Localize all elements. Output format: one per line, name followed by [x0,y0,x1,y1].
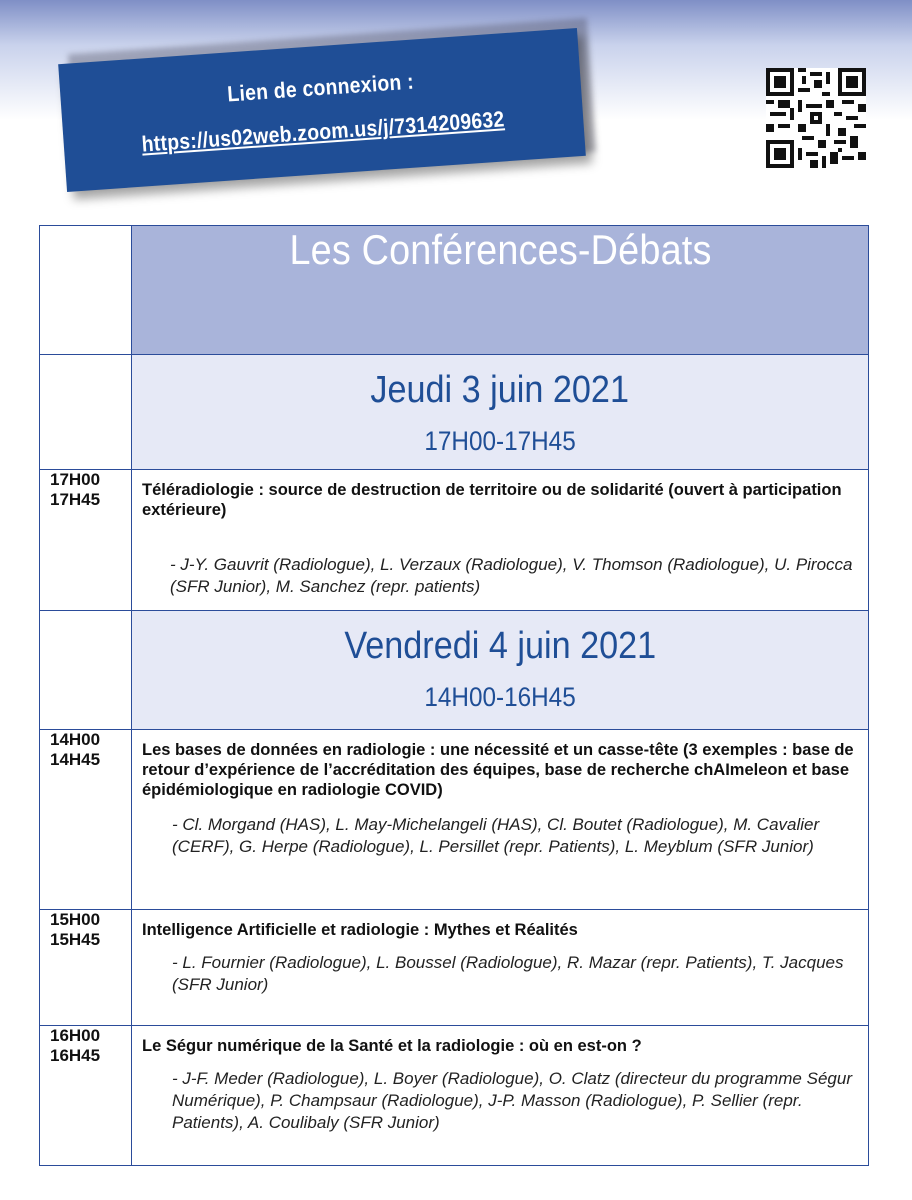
session-speakers: - J-F. Meder (Radiologue), L. Boyer (Radiologue), O. Clatz (directeur du programme Ségur Numérique), P. Champsaur (Radiologue), J-P. Masson (Radiologue), P. Sellier (repr. Patients), A. Coulibaly (SFR Junior) [172,1069,852,1132]
session-row [40,1026,869,1166]
session-content [132,470,869,611]
session-time [40,470,132,611]
banner-title: Lien de connexion : [226,68,415,107]
qr-code-icon [766,68,866,168]
session-time [40,910,132,1026]
page-title-text: Les Conférences-Débats [288,226,712,273]
day-header [132,355,869,470]
day-hours: 17H00-17H45 [424,426,576,456]
session-time [40,730,132,910]
session-end: 17H45 [50,490,101,509]
page-title [132,226,869,355]
session-speakers: - L. Fournier (Radiologue), L. Boussel (Radiologue), R. Mazar (repr. Patients), T. Jacques (SFR Junior) [172,953,844,994]
session-start: 15H00 [50,910,101,929]
session-start: 16H00 [50,1026,101,1045]
day-title: Jeudi 3 juin 2021 [370,369,630,411]
zoom-link[interactable]: https://us02web.zoom.us/j/7314209632 [141,106,506,157]
session-speakers: - Cl. Morgand (HAS), L. May-Michelangeli (HAS), Cl. Boutet (Radiologue), M. Cavalier (CERF), G. Herpe (Radiologue), L. Persillet (repr. Patients), L. Meyblum (SFR Junior) [172,815,820,856]
session-title: Les bases de données en radiologie : une nécessité et un casse-tête (3 exemples : base de retour d’expérience de l’accréditation des équipes, base de recherche chAImeleon et base épidémiologique en radiologie COVID) [142,741,854,799]
session-end: 15H45 [50,930,101,949]
day-header [132,611,869,730]
day-time-cell [40,355,132,470]
session-speakers: - J-Y. Gauvrit (Radiologue), L. Verzaux (Radiologue), V. Thomson (Radiologue), U. Pirocca (SFR Junior), M. Sanchez (repr. patients) [170,555,853,596]
session-time [40,1026,132,1166]
session-end: 14H45 [50,750,101,769]
header-row [40,226,869,355]
session-content [132,730,869,910]
program-table [39,225,869,1166]
session-start: 17H00 [50,470,101,489]
day-row-thursday [40,355,869,470]
session-title: Intelligence Artificielle et radiologie : Mythes et Réalités [142,921,578,939]
day-time-cell [40,611,132,730]
day-row-friday [40,611,869,730]
session-row [40,730,869,910]
session-row [40,470,869,611]
session-content [132,1026,869,1166]
day-title: Vendredi 4 juin 2021 [344,625,656,667]
session-end: 16H45 [50,1046,101,1065]
session-title: Le Ségur numérique de la Santé et la radiologie : où en est-on ? [142,1037,642,1055]
session-title: Téléradiologie : source de destruction de territoire ou de solidarité (ouvert à participation extérieure) [142,481,842,519]
day-hours: 14H00-16H45 [424,682,576,712]
session-row [40,910,869,1026]
session-start: 14H00 [50,730,101,749]
header-time-cell [40,226,132,355]
session-content [132,910,869,1026]
